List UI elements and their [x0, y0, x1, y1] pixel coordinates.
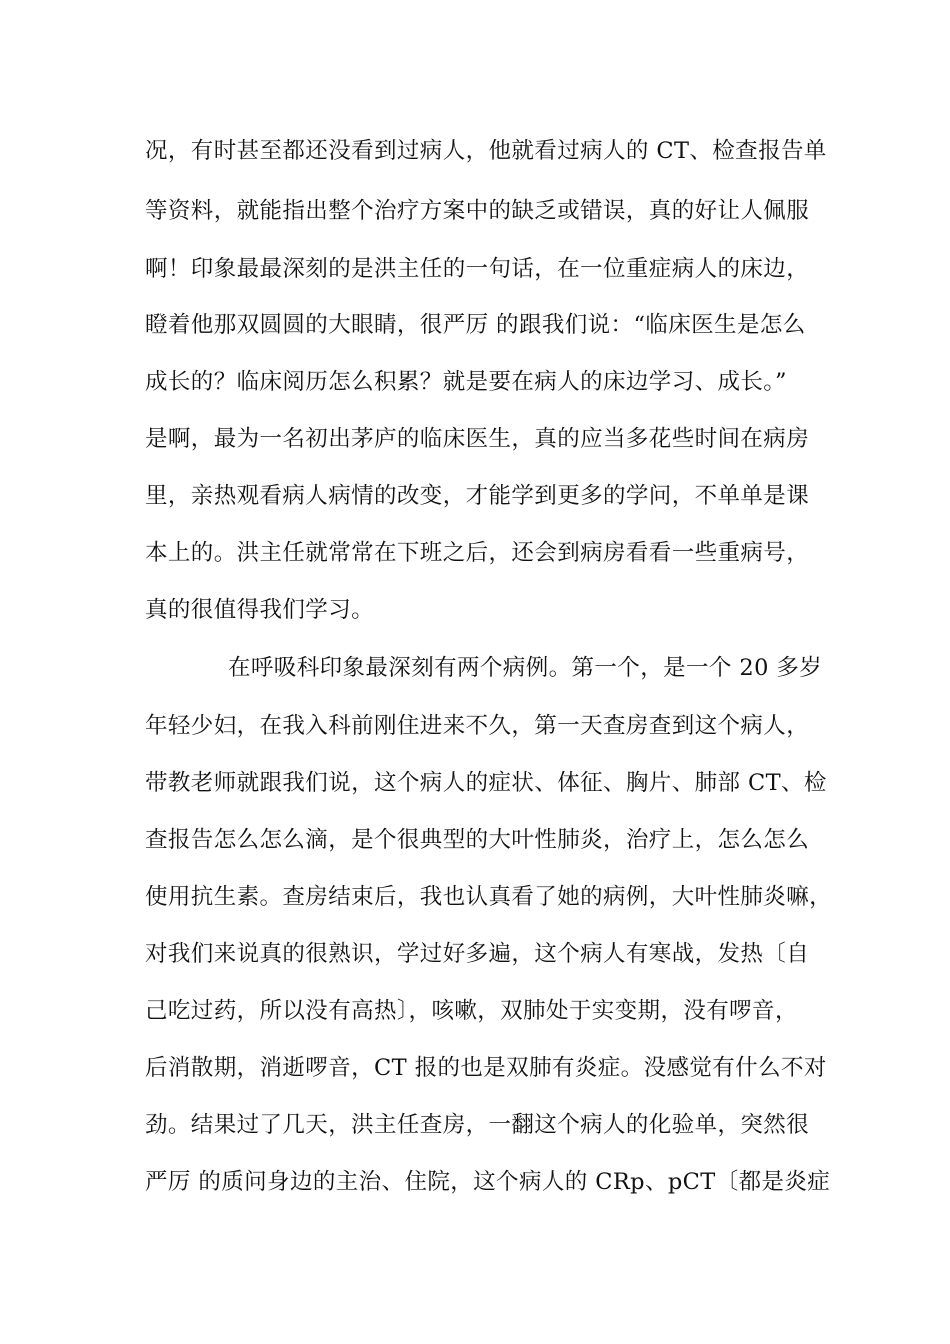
paragraph-start-line: 在呼吸科印象最深刻有两个病例。第一个，是一个 20 多岁 [228, 655, 823, 681]
text-line: 成长的？临床阅历怎么积累？就是要在病人的床边学习、成长。” [145, 369, 787, 395]
text-line: 带教老师就跟我们说，这个病人的症状、体征、胸片、肺部 CT、检 [145, 770, 827, 796]
text-line: 严厉 的质问身边的主治、住院，这个病人的 CRp、pCT〔都是炎症 [145, 1169, 831, 1195]
text-line: 里，亲热观看病人病情的改变，才能学到更多的学问，不单单是课 [145, 483, 810, 509]
text-line: 对我们来说真的很熟识，学过好多遍，这个病人有寒战，发热〔自 [145, 941, 810, 967]
text-line: 查报告怎么怎么滴，是个很典型的大叶性肺炎，治疗上，怎么怎么 [145, 827, 810, 853]
text-line: 况，有时甚至都还没看到过病人，他就看过病人的 CT、检查报告单 [145, 138, 827, 164]
text-line: 等资料，就能指出整个治疗方案中的缺乏或错误，真的好让人佩服 [145, 198, 810, 224]
text-line: 本上的。洪主任就常常在下班之后，还会到病房看看一些重病号， [145, 540, 810, 566]
text-line: 后消散期，消逝啰音，CT 报的也是双肺有炎症。没感觉有什么不对 [145, 1055, 827, 1081]
text-line: 瞪着他那双圆圆的大眼睛，很严厉 的跟我们说：“临床医生是怎么 [145, 312, 806, 338]
text-line: 是啊，最为一名初出茅庐的临床医生，真的应当多花些时间在病房 [145, 426, 810, 452]
text-line: 使用抗生素。查房结束后，我也认真看了她的病例，大叶性肺炎嘛， [145, 884, 833, 910]
text-line: 劲。结果过了几天，洪主任查房，一翻这个病人的化验单，突然很 [145, 1112, 810, 1138]
text-line: 真的很值得我们学习。 [145, 597, 375, 623]
text-line: 啊！印象最最深刻的是洪主任的一句话，在一位重症病人的床边， [145, 256, 810, 282]
text-line: 年轻少妇，在我入科前刚住进来不久，第一天查房查到这个病人， [145, 713, 810, 739]
text-line: 己吃过药，所以没有高热〕，咳嗽，双肺处于实变期，没有啰音， [145, 998, 798, 1024]
